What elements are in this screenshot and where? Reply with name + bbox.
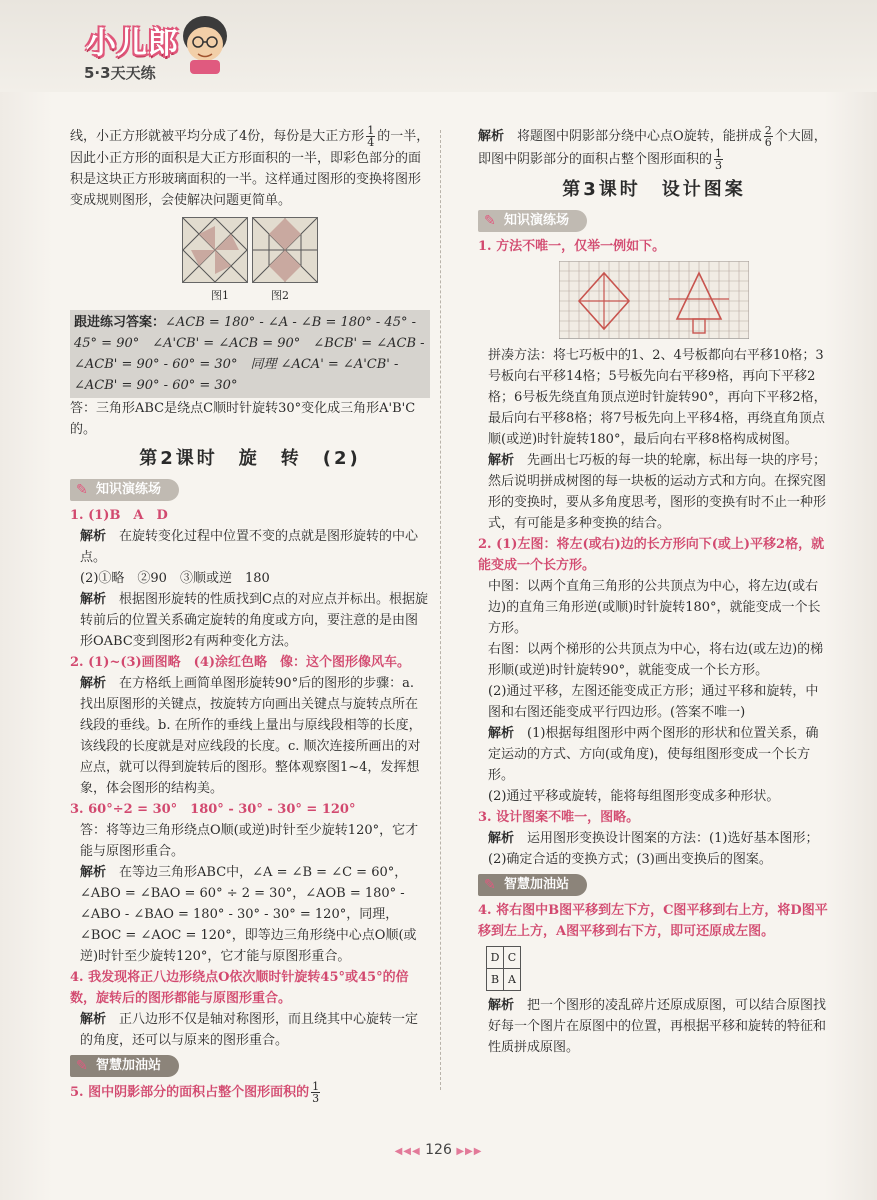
q1-1-text: 1. (1)B A D xyxy=(70,508,168,523)
analysis-label: 解析 xyxy=(488,453,515,468)
r-q3 xyxy=(478,807,830,828)
q1-analysis-1 xyxy=(80,526,430,568)
table-cell: A xyxy=(504,969,521,991)
fraction-den: 6 xyxy=(764,136,772,149)
right-column xyxy=(478,125,830,1058)
fraction-1-4 xyxy=(366,125,375,148)
prev-analysis-text-2: 个大圆，即图中阴影部分的面积占整个图形面积的 xyxy=(478,129,827,167)
square-figures xyxy=(70,217,430,283)
left-paragraph-1 xyxy=(70,125,430,211)
r-q1-text: 1. 方法不唯一，仅举一例如下。 xyxy=(478,239,666,254)
follow-up-answer-box xyxy=(70,310,430,398)
left-p1-text: 线，小正方形就被平均分成了4份，每份是大正方形 xyxy=(70,129,365,144)
section-tag-challenge: ✎ 智慧加油站 xyxy=(70,1055,179,1077)
figure-captions xyxy=(70,285,430,306)
r-q3-analysis xyxy=(488,828,830,870)
q1-part2: (2)①略 ②90 ③顺或逆 180 xyxy=(80,571,270,586)
section-tag-practice: ✎ 知识演练场 xyxy=(70,479,179,501)
q2-analysis-text: 在方格纸上画简单图形旋转90°后的图形的步骤：a. 找出原图形的关键点，按旋转方向画出关键点与旋转点所在线段的垂线。b. 在所作的垂线上量出与原线段相等的长度，该线段的长度就是对应线段的长度。c. 顺次连接所画出的对应点，就可以得到旋转后的图形。整体观察图1~4，发挥想象，体会图形的结构美。 xyxy=(80,676,422,796)
r-q2-3: 右图：以两个梯形的公共顶点为中心，将右边(或左边)的梯形顺(或逆)时针旋转90°，就能变成一个长方形。 xyxy=(488,642,824,678)
table-cell: B xyxy=(487,969,504,991)
q1-analysis-2-text: 根据图形旋转的性质找到C点的对应点并标出。根据旋转前后的位置关系确定旋转的角度或方向，要注意的是由图形OABC变到图形2有两种变化方法。 xyxy=(80,592,428,649)
q3-analysis xyxy=(80,862,430,967)
footer-arrows-right: ▶▶▶ xyxy=(456,1146,483,1157)
analysis-label: 解析 xyxy=(488,831,515,846)
mascot-icon xyxy=(176,12,234,76)
follow-up-conclusion: 答：三角形ABC是绕点C顺时针旋转30°变化成三角形A'B'C的。 xyxy=(70,401,416,437)
page-footer xyxy=(0,1142,877,1158)
q4-analysis-text: 正八边形不仅是轴对称图形，而且绕其中心旋转一定的角度，还可以与原来的图形重合。 xyxy=(80,1012,419,1048)
q2-text: 2. (1)~(3)画图略 (4)涂红色略 像：这个图形像风车。 xyxy=(70,655,411,670)
r-q3-text: 3. 设计图案不唯一，图略。 xyxy=(478,810,640,825)
tangram-grid-figure xyxy=(559,261,749,339)
r-q4-analysis-text: 把一个图形的凌乱碎片还原成原图，可以结合原图找好每一个图片在原图中的位置，再根据平移和旋转的特征和性质拼成原图。 xyxy=(488,998,827,1055)
q5-text: 5. 图中阴影部分的面积占整个图形面积的 xyxy=(70,1085,310,1100)
fraction-den: 3 xyxy=(715,159,723,172)
r-q2-2: 中图：以两个直角三角形的公共顶点为中心，将左边(或右边)的直角三角形逆(或顺)时针旋转180°，就能变成一个长方形。 xyxy=(488,579,821,636)
r-q4-analysis xyxy=(488,995,830,1058)
follow-up-answer xyxy=(74,312,426,396)
r-q4-text: 4. 将右图中B图平移到左下方，C图平移到右上方，将D图平移到左上方，A图平移到右下方，即可还原成左图。 xyxy=(478,903,828,939)
fraction-num: 1 xyxy=(715,147,723,160)
column-divider xyxy=(440,130,442,1090)
q1-part1 xyxy=(70,505,430,526)
caption-fig2: 图2 xyxy=(271,289,289,302)
analysis-label: 解析 xyxy=(80,529,107,544)
prev-analysis xyxy=(478,125,830,171)
follow-up-title: 跟进练习答案： xyxy=(74,315,166,330)
brand-title: 小儿郎 xyxy=(86,26,179,61)
left-column xyxy=(70,125,430,1104)
figure-2 xyxy=(252,217,318,283)
q1-analysis-2 xyxy=(80,589,430,652)
r-q4 xyxy=(478,900,830,942)
q4-text: 4. 我发现将正八边形绕点O依次顺时针旋转45°或45°的倍数，旋转后的图形都能与原图形重合。 xyxy=(70,970,409,1006)
r-q2-4: (2)通过平移，左图还能变成正方形；通过平移和旋转，中图和右图还能变成平行四边形。(答案不唯一) xyxy=(488,684,819,720)
r-q2-analysis-text: (1)根据每组图形中两个图形的形状和位置关系，确定运动的方式、方向(或角度)，使每组图形变成一个长方形。 xyxy=(488,726,819,783)
r-q2 xyxy=(478,534,830,576)
section-tag-challenge-2: ✎ 智慧加油站 xyxy=(478,874,587,896)
q1-analysis-1-text: 在旋转变化过程中位置不变的点就是图形旋转的中心点。 xyxy=(80,529,419,565)
q2 xyxy=(70,652,430,673)
r-q2-analysis xyxy=(488,723,830,786)
r-q1-method: 拼凑方法：将七巧板中的1、2、4号板都向右平移10格；3号板向右平移14格；5号板先向右平移9格，再向下平移2格；6号板先绕直角顶点逆时针旋转90°，再向下平移2格，最后向右平移8格；将7号板先向上平移4格，再绕直角顶点顺(或逆)时针旋转180°，最后向右平移8格构成树图。 xyxy=(488,348,827,447)
table-cell: C xyxy=(504,947,521,969)
fraction-den: 3 xyxy=(312,1092,320,1105)
r-q1 xyxy=(478,236,830,257)
fraction-num: 2 xyxy=(764,124,772,137)
footer-arrows-left: ◀◀◀ xyxy=(394,1146,421,1157)
r-q3-analysis-text: 运用图形变换设计图案的方法：(1)选好基本图形；(2)确定合适的变换方式；(3)画出变换后的图案。 xyxy=(488,831,819,867)
follow-up-text: ∠ACB = 180° - ∠A - ∠B = 180° - 45° - 45° = 90° ∠A'CB' = ∠ACB = 90° ∠BCB' = ∠ACB - ∠ACB' = 90° - 60° = 30° 同理 ∠ACA' = ∠A'CB' - ∠ACB' = 90° - 60° = 30° xyxy=(74,315,425,393)
table-row xyxy=(487,947,521,969)
q4-analysis xyxy=(80,1009,430,1051)
fraction-num: 1 xyxy=(367,124,375,137)
page-number: 126 xyxy=(425,1142,452,1158)
r-q2-1-text: 2. (1)左图：将左(或右)边的长方形向下(或上)平移2格，就能变成一个长方形。 xyxy=(478,537,825,573)
brand-subtitle: 5·3天天练 xyxy=(84,64,156,82)
analysis-label: 解析 xyxy=(488,726,515,741)
q3-text: 3. 60°÷2 = 30° 180° - 30° - 30° = 120° xyxy=(70,802,356,817)
table-cell: D xyxy=(487,947,504,969)
fraction-2-6 xyxy=(764,125,773,148)
caption-fig1: 图1 xyxy=(211,289,229,302)
section-tag-practice-2: ✎ 知识演练场 xyxy=(478,210,587,232)
figure-1 xyxy=(182,217,248,283)
analysis-label: 解析 xyxy=(488,998,515,1013)
analysis-label: 解析 xyxy=(80,592,107,607)
q2-analysis xyxy=(80,673,430,799)
puzzle-table xyxy=(486,946,521,991)
fraction-num: 1 xyxy=(312,1080,320,1093)
r-q2-analysis-2: (2)通过平移或旋转，能将每组图形变成多种形状。 xyxy=(488,789,780,804)
q3 xyxy=(70,799,430,820)
lesson-3-title: 第3课时 设计图案 xyxy=(562,179,746,200)
r-q1-analysis-text: 先画出七巧板的每一块的轮廓，标出每一块的序号；然后说明拼成树图的每一块板的运动方式和方向。在探究图形的变换时，要从多角度思考，图形的变换有时不止一种形式，有可能是多种变换的结合。 xyxy=(488,453,827,531)
analysis-label: 解析 xyxy=(478,129,505,144)
fraction-den: 4 xyxy=(367,136,375,149)
analysis-label: 解析 xyxy=(80,1012,107,1027)
analysis-label: 解析 xyxy=(80,676,107,691)
q3-analysis-text: 在等边三角形ABC中，∠A = ∠B = ∠C = 60°，∠ABO = ∠BAO = 60° ÷ 2 = 30°，∠AOB = 180° - ∠ABO - ∠BAO = 180° - 30° - 30° = 120°，同理，∠BOC = ∠AOC = 120°，即等边三角形绕中心点O顺(或逆)时针至少旋转120°，它才能与原图形重合。 xyxy=(80,865,417,964)
q3-answer: 答：将等边三角形绕点O顺(或逆)时针至少旋转120°，它才能与原图形重合。 xyxy=(80,823,419,859)
fraction-1-3b xyxy=(714,148,723,171)
analysis-label: 解析 xyxy=(80,865,107,880)
table-row xyxy=(487,969,521,991)
left-p1b-text: 的一半，因此小正方形的面积是大正方形面积的一半，即彩色部分的面积是这块正方形玻璃面积的一半。这样通过图形的变换将图形变成规则图形，会使解决问题更简单。 xyxy=(70,129,430,208)
fraction-1-3 xyxy=(311,1081,320,1104)
lesson-2-title: 第2课时 旋 转 (2) xyxy=(139,448,361,469)
q5 xyxy=(70,1081,430,1104)
q4 xyxy=(70,967,430,1009)
prev-analysis-text: 将题图中阴影部分绕中心点O旋转，能拼成 xyxy=(517,129,762,144)
r-q1-analysis xyxy=(488,450,830,534)
